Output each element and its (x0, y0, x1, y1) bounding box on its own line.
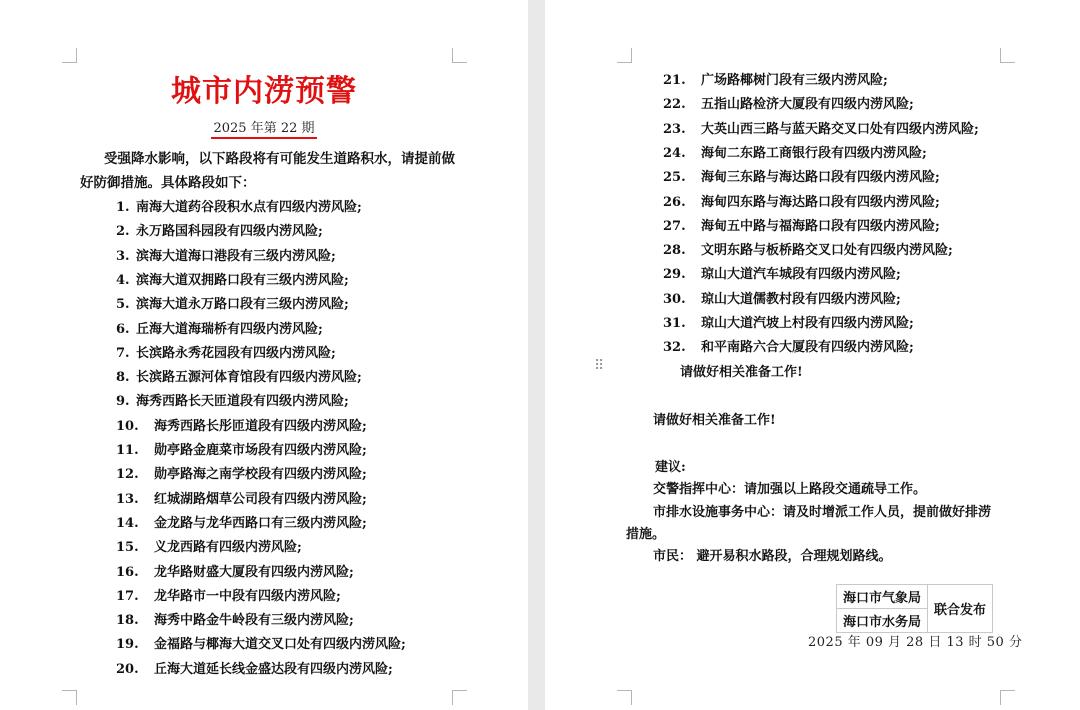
advice-citizen: 市民： 避开易积水路段，合理规划路线。 (653, 549, 892, 564)
risk-list-item-text: 龙华路财盛大厦段有四级内涝风险; (154, 564, 354, 580)
drag-handle-icon[interactable]: ⠿ (594, 358, 605, 374)
risk-list-item-text: 海秀西路长天匝道段有四级内涝风险; (136, 394, 349, 410)
document-title: 城市内涝预警 (171, 74, 357, 109)
risk-list-item (663, 239, 953, 258)
prepare-note-inline: 请做好相关准备工作! (680, 365, 803, 380)
risk-list-item (116, 561, 354, 580)
risk-list-item-number: 6. (116, 321, 130, 337)
risk-list-item-number: 24. (663, 145, 686, 161)
document-page-right (545, 0, 1080, 710)
issue-datetime: 2025 年 09 月 28 日 13 时 50 分 (808, 635, 1023, 650)
intro-paragraph-line1: 受强降水影响，以下路段将有可能发生道路积水，请提前做 (104, 151, 455, 167)
risk-list-item-text: 义龙西路有四级内涝风险; (154, 540, 302, 556)
risk-list-item-number: 8. (116, 370, 130, 386)
advice-label: 建议: (655, 460, 686, 475)
risk-list-item (116, 245, 336, 264)
risk-list-item (663, 93, 914, 112)
risk-list-item (116, 366, 362, 385)
risk-list-item (116, 536, 302, 555)
risk-list-item-number: 29. (663, 267, 686, 283)
risk-list-item-number: 21. (663, 73, 686, 88)
risk-list-item-text: 海秀西路长彤匝道段有四级内涝风险; (154, 418, 367, 434)
risk-list-item-number: 9. (116, 394, 130, 410)
risk-list-item-number: 25. (663, 170, 686, 186)
risk-list-item-number: 13. (116, 491, 139, 507)
issue-number-text: 2025 年第 22 期 (211, 121, 316, 139)
risk-list-item (116, 269, 349, 288)
crop-mark (617, 690, 632, 705)
crop-mark (1000, 48, 1015, 63)
risk-list-item (116, 220, 323, 239)
risk-list-item (116, 415, 367, 434)
risk-list-item (663, 215, 940, 234)
risk-list-item-text: 南海大道药谷段积水点有四级内涝风险; (136, 200, 362, 215)
risk-list-item-number: 4. (116, 272, 130, 288)
risk-list-item (663, 69, 888, 88)
crop-mark (617, 48, 632, 63)
risk-list-item (663, 336, 914, 355)
risk-list-item-text: 海甸五中路与福海路口段有四级内涝风险; (701, 218, 940, 234)
risk-list-item-number: 1. (116, 200, 130, 215)
risk-list-item-text: 海甸二东路工商银行段有四级内涝风险; (701, 145, 927, 161)
risk-list-item (663, 288, 901, 307)
risk-list-item-text: 琼山大道汽坡上村段有四级内涝风险; (701, 316, 914, 331)
advice-traffic: 交警指挥中心：请加强以上路段交通疏导工作。 (653, 482, 927, 497)
signature-table (836, 584, 993, 633)
risk-list-item-number: 16. (116, 564, 139, 580)
risk-list-item-number: 12. (116, 467, 139, 483)
risk-list-item-number: 26. (663, 194, 686, 210)
issue-number (0, 117, 528, 136)
risk-list-item (116, 658, 393, 677)
risk-list-item-number: 31. (663, 316, 686, 331)
risk-list-item-number: 2. (116, 224, 130, 240)
risk-list-item-number: 27. (663, 218, 686, 234)
risk-list-item (116, 390, 349, 409)
risk-list-item-number: 19. (116, 637, 139, 653)
crop-mark (62, 690, 77, 705)
risk-list-item-number: 15. (116, 540, 139, 556)
advice-drainage-line2: 措施。 (626, 527, 666, 542)
risk-list-item-text: 金龙路与龙华西路口有三级内涝风险; (154, 515, 367, 531)
risk-list-item (663, 191, 940, 210)
risk-list-item (116, 585, 341, 604)
risk-list-item-text: 海甸四东路与海达路口段有四级内涝风险; (701, 194, 940, 210)
risk-list-item-text: 勋亭路金鹿菜市场段有四级内涝风险; (154, 443, 367, 458)
risk-list-item-number: 10. (116, 418, 139, 434)
risk-list-item-number: 5. (116, 297, 130, 313)
risk-list-item-number: 7. (116, 345, 130, 361)
risk-list-item-text: 滨海大道双拥路口段有三级内涝风险; (136, 272, 349, 288)
risk-list-item-text: 龙华路市一中段有四级内涝风险; (154, 588, 341, 604)
risk-list-item-text: 广场路椰树门段有三级内涝风险; (701, 73, 888, 88)
risk-list-item (116, 318, 323, 337)
advice-drainage-line1: 市排水设施事务中心：请及时增派工作人员，提前做好排涝 (653, 505, 992, 520)
risk-list-item-text: 红城湖路烟草公司段有四级内涝风险; (154, 491, 367, 507)
risk-list-item-number: 22. (663, 97, 686, 113)
risk-list-item (116, 463, 367, 482)
risk-list-item-text: 滨海大道海口港段有三级内涝风险; (136, 248, 336, 264)
crop-mark (452, 48, 467, 63)
risk-list-item-text: 文明东路与板桥路交叉口处有四级内涝风险; (701, 243, 953, 259)
prepare-note: 请做好相关准备工作! (653, 413, 776, 428)
risk-list-item-number: 20. (116, 661, 139, 677)
risk-list-item-number: 30. (663, 291, 686, 307)
risk-list-item (663, 142, 927, 161)
risk-list-item-text: 五指山路检济大厦段有四级内涝风险; (701, 97, 914, 113)
risk-list-item-text: 长滨路永秀花园段有四级内涝风险; (136, 345, 336, 361)
risk-list-item-text: 和平南路六合大厦段有四级内涝风险; (701, 340, 914, 356)
risk-list-item-text: 勋亭路海之南学校段有四级内涝风险; (154, 467, 367, 483)
risk-list-item-text: 琼山大道儒教村段有四级内涝风险; (701, 291, 901, 307)
risk-list-item (663, 312, 914, 331)
risk-list-item-number: 18. (116, 613, 139, 629)
risk-list-item-text: 丘海大道延长线金盛达段有四级内涝风险; (154, 661, 393, 677)
risk-list-item (116, 342, 336, 361)
risk-list-item-number: 17. (116, 588, 139, 604)
intro-paragraph-line2: 好防御措施。具体路段如下： (80, 175, 256, 191)
risk-list-item-text: 琼山大道汽车城段有四级内涝风险; (701, 267, 901, 283)
risk-list-item-text: 丘海大道海瑞桥有四级内涝风险; (136, 321, 323, 337)
risk-list-item (116, 633, 406, 652)
risk-list-item-text: 滨海大道永万路口段有三级内涝风险; (136, 297, 349, 313)
risk-list-item (116, 293, 349, 312)
risk-list-item (116, 512, 367, 531)
risk-list-item-text: 长滨路五源河体育馆段有四级内涝风险; (136, 370, 362, 386)
risk-list-item-text: 大英山西三路与蓝天路交叉口处有四级内涝风险; (701, 121, 979, 137)
risk-list-item (116, 196, 362, 215)
risk-list-item-number: 3. (116, 248, 130, 264)
risk-list-item-text: 永万路国科园段有四级内涝风险; (136, 224, 323, 240)
signature-joint: 联合发布 (928, 585, 993, 633)
risk-list-item-number: 14. (116, 515, 139, 531)
risk-list-item-text: 海甸三东路与海达路口段有四级内涝风险; (701, 170, 940, 186)
risk-list-item-number: 11. (116, 443, 139, 458)
document-page-left (0, 0, 528, 710)
risk-list-item (116, 609, 354, 628)
risk-list-item (663, 118, 979, 137)
risk-list-item-number: 23. (663, 121, 686, 137)
risk-list-item (663, 263, 901, 282)
risk-list-item-text: 金福路与椰海大道交叉口处有四级内涝风险; (154, 637, 406, 653)
signature-org1: 海口市气象局 (837, 585, 928, 609)
signature-org2: 海口市水务局 (837, 609, 928, 633)
risk-list-item (663, 166, 940, 185)
risk-list-item-number: 28. (663, 243, 686, 259)
crop-mark (62, 48, 77, 63)
crop-mark (452, 690, 467, 705)
risk-list-item (116, 439, 367, 458)
risk-list-item (116, 488, 367, 507)
risk-list-item-text: 海秀中路金牛岭段有三级内涝风险; (154, 613, 354, 629)
crop-mark (1000, 690, 1015, 705)
risk-list-item-number: 32. (663, 340, 686, 356)
